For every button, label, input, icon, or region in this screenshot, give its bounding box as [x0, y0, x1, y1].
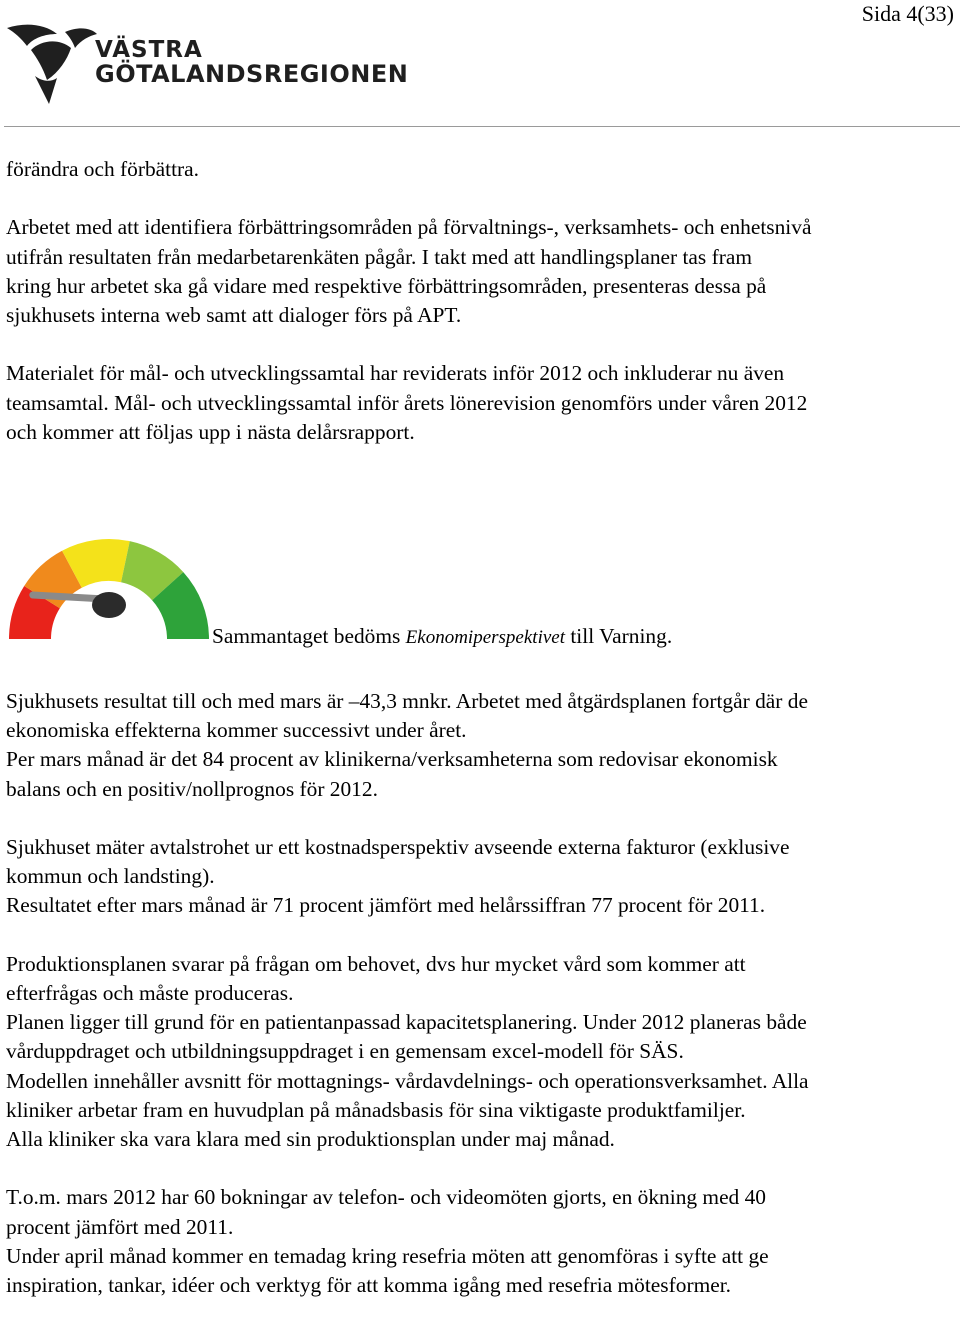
- paragraph-line: efterfrågas och måste produceras.: [6, 981, 294, 1005]
- logo-text-line1: VÄSTRA: [95, 37, 203, 63]
- paragraph-line: kliniker arbetar fram en huvudplan på månadsbasis för sina viktigaste produktfamiljer.: [6, 1097, 746, 1122]
- paragraph-line: Per mars månad är det 84 procent av klinikerna/verksamheterna som redovisar ekonomisk: [6, 747, 778, 772]
- paragraph-line: Alla kliniker ska vara klara med sin produktionsplan under maj månad.: [6, 1127, 615, 1152]
- paragraph-line: vårduppdraget och utbildningsuppdraget i en gemensam excel-modell för SÄS.: [6, 1039, 684, 1064]
- paragraph-line: Under april månad kommer en temadag kring resefria möten att genomföras i syfte att ge: [6, 1243, 769, 1268]
- gauge-caption-text: Sammantaget bedöms: [212, 624, 406, 648]
- header-divider: [4, 126, 960, 127]
- paragraph-line: och kommer att följas upp i nästa delårsrapport.: [6, 419, 415, 444]
- paragraph: förändra och förbättra.: [6, 157, 200, 181]
- paragraph-line: Planen ligger till grund för en patientanpassad kapacitetsplanering. Under 2012 planeras både: [6, 1010, 807, 1035]
- gauge-caption: [212, 622, 672, 652]
- logo-text-line2: GÖTALANDSREGIONEN: [95, 60, 409, 88]
- paragraph-line: balans och en positiv/nollprognos för 2012.: [6, 776, 378, 801]
- paragraph-line: Resultatet efter mars månad är 71 procent jämfört med helårssiffran 77 procent för 2011.: [6, 893, 766, 918]
- paragraph-line: Produktionsplanen svarar på frågan om behovet, dvs hur mycket vård som kommer att: [6, 951, 746, 976]
- paragraph-line: teamsamtal. Mål- och utvecklingssamtal inför årets lönerevision genomförs under våren 2012: [6, 390, 808, 415]
- paragraph-line: T.o.m. mars 2012 har 60 bokningar av telefon- och videomöten gjorts, en ökning med 40: [6, 1185, 766, 1210]
- page-number: Sida 4(33): [861, 1, 954, 26]
- paragraph-line: utifrån resultaten från medarbetarenkäten pågår. I takt med att handlingsplaner tas fram: [6, 244, 752, 269]
- gauge-caption-status: till Varning.: [565, 624, 673, 648]
- paragraph-line: Arbetet med att identifiera förbättringsområden på förvaltnings-, verksamhets- och enhetsnivå: [6, 215, 812, 240]
- paragraph-line: kring hur arbetet ska gå vidare med respektive förbättringsområden, presenteras dessa på: [6, 273, 767, 298]
- paragraph-line: sjukhusets interna web samt att dialoger förs på APT.: [6, 303, 462, 327]
- logo: [5, 20, 409, 106]
- paragraph-line: ekonomiska effekterna kommer successivt under året.: [6, 718, 467, 743]
- paragraph-line: Sjukhusets resultat till och med mars är –43,3 mnkr. Arbetet med åtgärdsplanen fortgår där de: [6, 689, 808, 713]
- logo-emblem-icon: [5, 20, 97, 106]
- paragraph-line: Sjukhuset mäter avtalstrohet ur ett kostnadsperspektiv avseende externa fakturor (exklusive: [6, 835, 790, 859]
- gauge-icon: [4, 507, 214, 647]
- paragraph-line: procent jämfört med 2011.: [6, 1214, 234, 1239]
- document-body: [6, 155, 958, 1300]
- gauge-caption-perspective: Ekonomiperspektivet: [405, 627, 566, 648]
- paragraph-line: kommun och landsting).: [6, 864, 215, 889]
- gauge-hub: [92, 592, 126, 618]
- paragraph-line: Modellen innehåller avsnitt för mottagnings- vårdavdelnings- och operationsverksamhet. Alla: [6, 1068, 809, 1093]
- paragraph-line: Materialet för mål- och utvecklingssamtal har reviderats inför 2012 och inkluderar nu även: [6, 361, 785, 386]
- status-gauge-block: [6, 507, 958, 687]
- gauge-needle: [33, 595, 105, 599]
- paragraph-line: inspiration, tankar, idéer och verktyg för att komma igång med resefria mötesformer.: [6, 1273, 731, 1298]
